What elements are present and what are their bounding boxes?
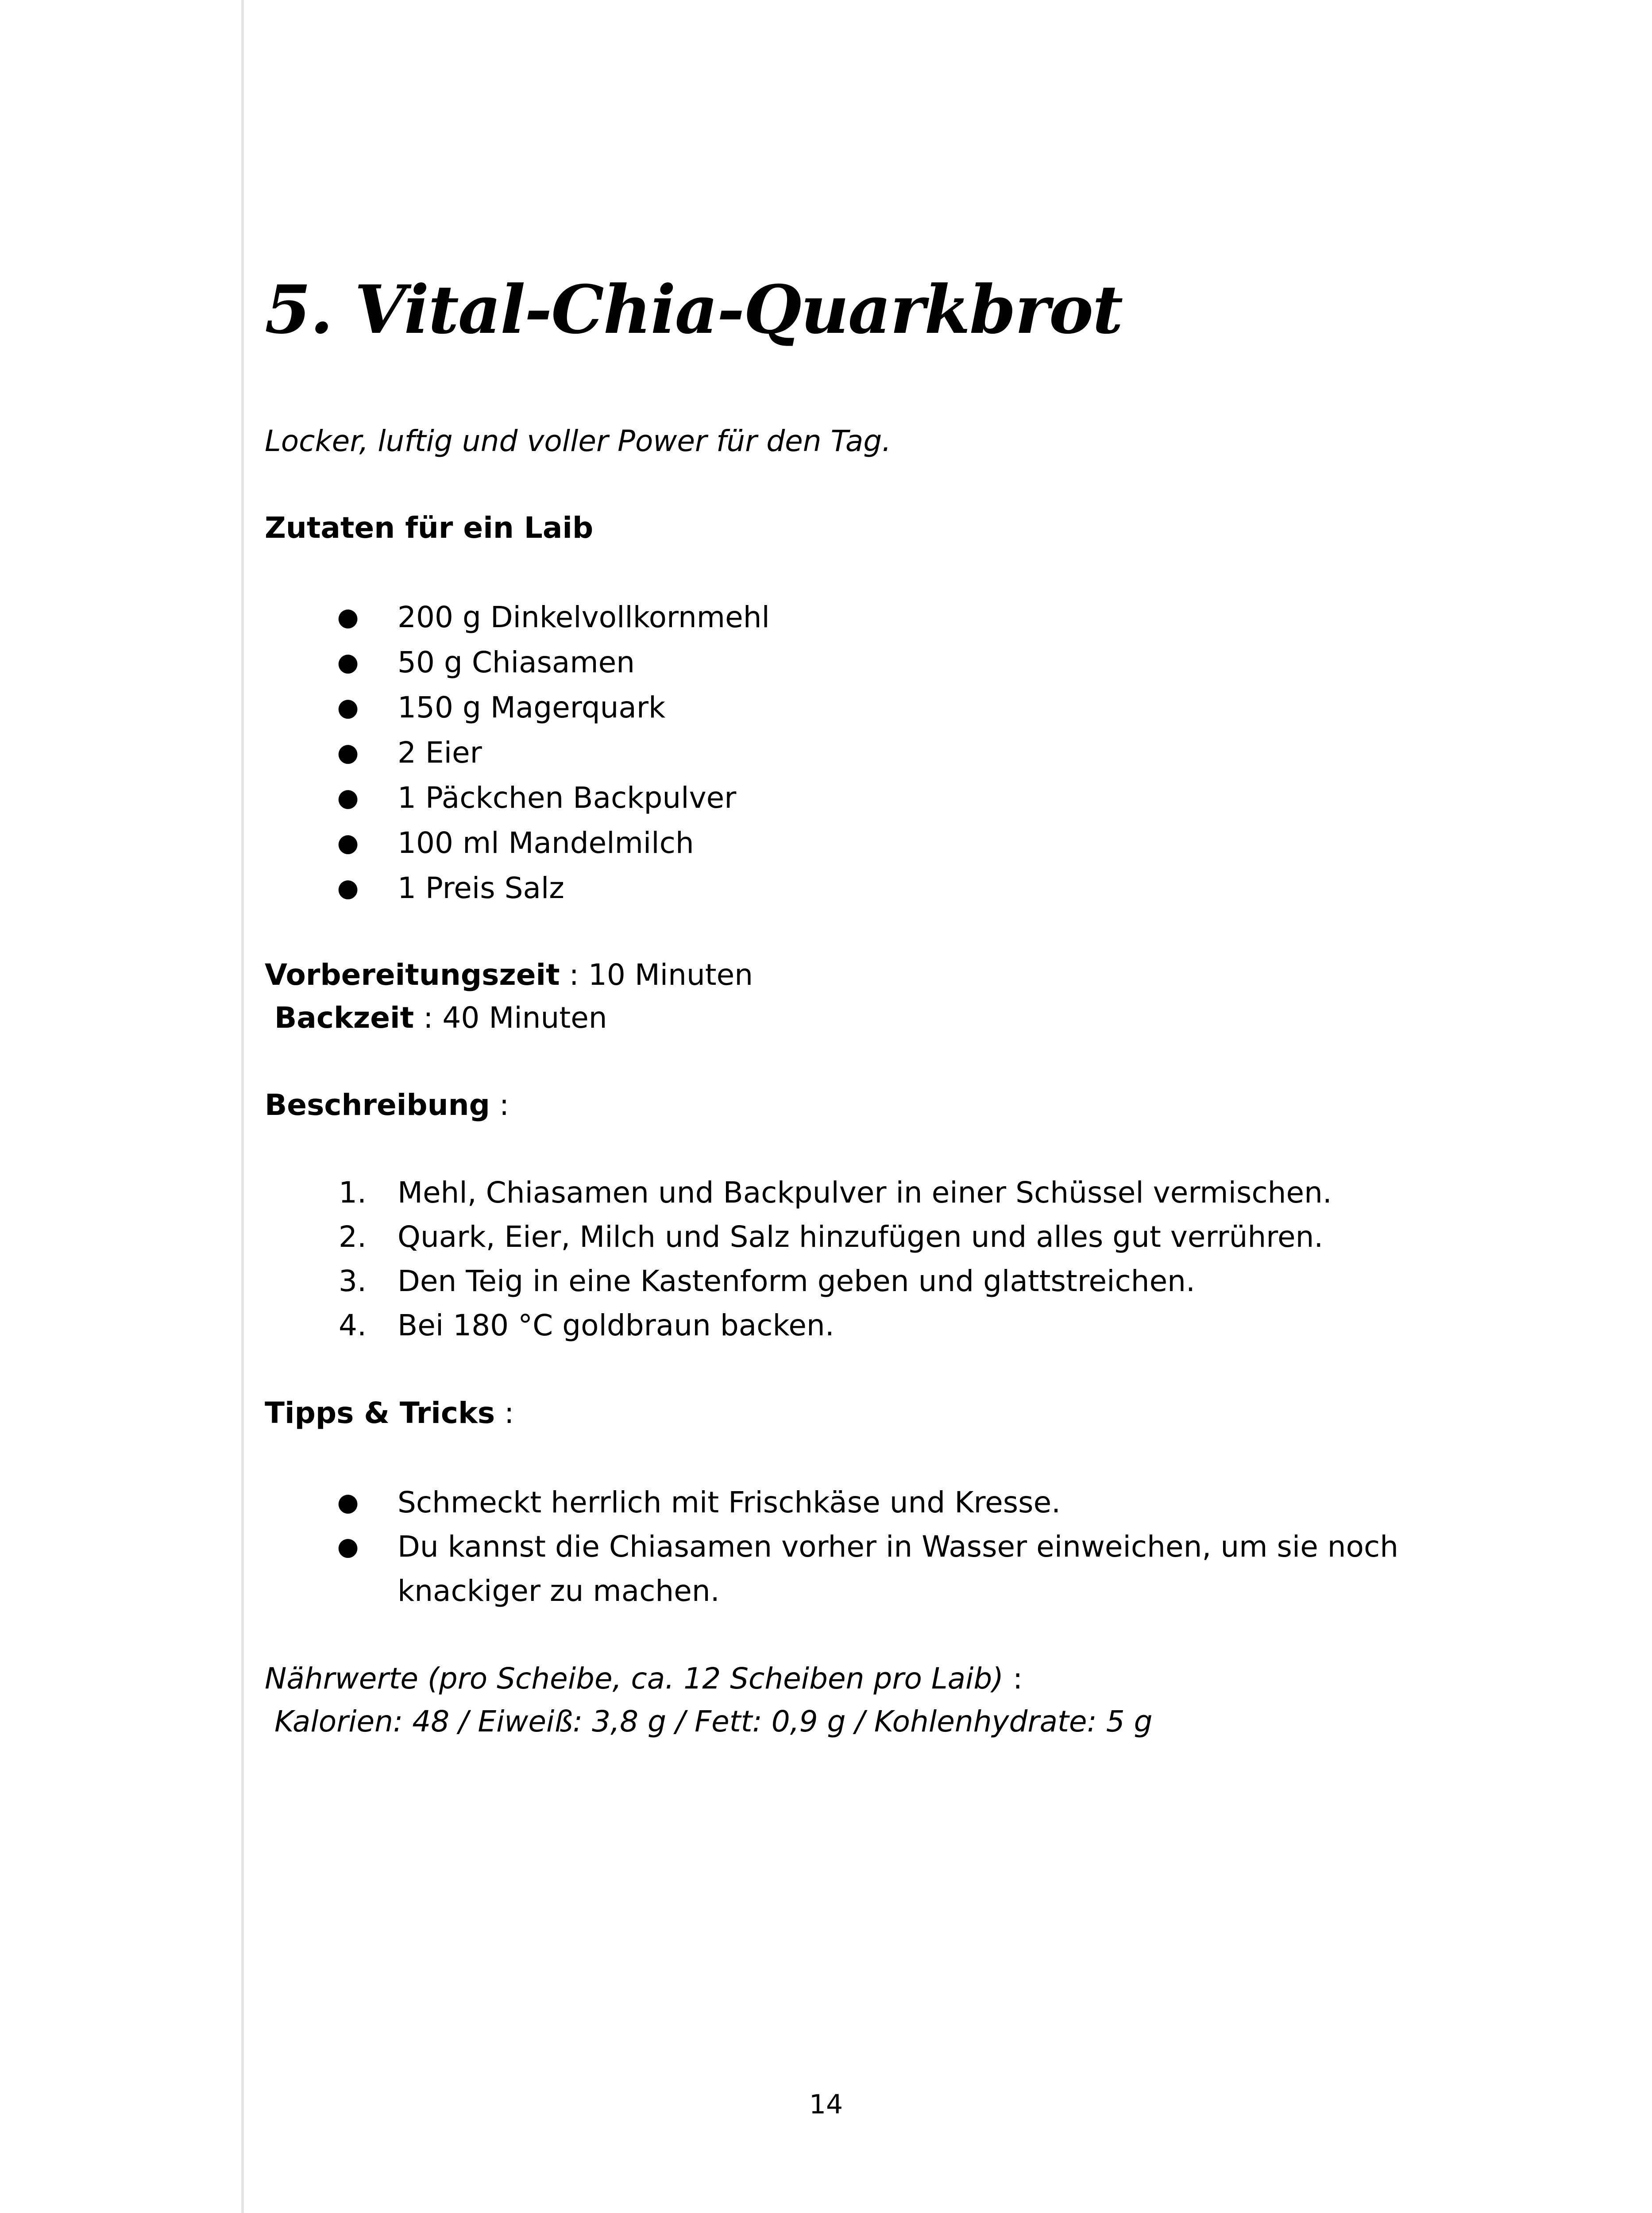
nutrition-heading — [265, 1659, 1023, 1699]
tip-text: Du kannst die Chiasamen vorher in Wasser einweichen, um sie noch — [398, 1530, 1399, 1564]
page-number: 14 — [809, 2089, 843, 2120]
ingredient-item — [265, 688, 1460, 728]
tips-heading — [265, 1393, 514, 1433]
prep-time — [265, 955, 753, 995]
page-margin-edge — [0, 0, 244, 2213]
prep-time-value: : 10 Minuten — [560, 958, 753, 992]
bullet-icon: ● — [337, 648, 359, 677]
prep-time-label: Vorbereitungszeit — [265, 958, 560, 992]
description-label: Beschreibung — [265, 1088, 490, 1122]
nutrition-values: Kalorien: 48 / Eiweiß: 3,8 g / Fett: 0,9 g / Kohlenhydrate: 5 g — [274, 1704, 1153, 1739]
step-text: Mehl, Chiasamen und Backpulver in einer Schüssel vermischen. — [398, 1176, 1332, 1210]
ingredient-item — [265, 868, 1460, 908]
step-number: 4. — [339, 1308, 367, 1342]
step-item — [265, 1217, 1460, 1257]
bake-time-value: : 40 Minuten — [414, 1001, 607, 1035]
step-item — [265, 1261, 1460, 1301]
step-number: 2. — [339, 1220, 367, 1254]
bullet-icon: ● — [337, 603, 359, 632]
step-number: 1. — [339, 1176, 367, 1210]
ingredient-text: 1 Päckchen Backpulver — [398, 781, 737, 815]
recipe-tagline: Locker, luftig und voller Power für den Tag. — [265, 424, 892, 458]
tip-item — [265, 1527, 1460, 1567]
ingredient-item — [265, 598, 1460, 637]
step-text: Bei 180 °C goldbraun backen. — [398, 1308, 834, 1342]
step-item — [265, 1306, 1460, 1346]
bullet-icon: ● — [337, 693, 359, 722]
bullet-icon: ● — [337, 1488, 359, 1517]
bullet-icon: ● — [337, 829, 359, 857]
ingredient-item — [265, 733, 1460, 773]
tip-text: Schmeckt herrlich mit Frischkäse und Kresse. — [398, 1485, 1061, 1519]
recipe-title: 5. Vital-Chia-Quarkbrot — [265, 271, 1123, 349]
ingredient-text: 50 g Chiasamen — [398, 645, 635, 679]
bullet-icon: ● — [337, 783, 359, 812]
tip-item-continued — [265, 1571, 1460, 1611]
bullet-icon: ● — [337, 1532, 359, 1561]
ingredient-item — [265, 823, 1460, 863]
bullet-icon: ● — [337, 874, 359, 902]
step-item — [265, 1173, 1460, 1213]
ingredient-text: 2 Eier — [398, 736, 482, 770]
bake-time-label: Backzeit — [274, 1001, 414, 1035]
ingredient-text: 200 g Dinkelvollkornmehl — [398, 600, 770, 634]
ingredient-text: 1 Preis Salz — [398, 871, 564, 905]
description-suffix: : — [490, 1088, 509, 1122]
ingredient-text: 150 g Magerquark — [398, 690, 666, 725]
description-heading — [265, 1085, 509, 1125]
tip-item — [265, 1483, 1460, 1523]
step-text: Den Teig in eine Kastenform geben und glattstreichen. — [398, 1264, 1195, 1298]
tips-suffix: : — [495, 1396, 514, 1430]
bullet-icon: ● — [337, 738, 359, 767]
nutrition-label: Nährwerte (pro Scheibe, ca. 12 Scheiben pro Laib) — [265, 1662, 1004, 1696]
bake-time — [274, 998, 607, 1038]
nutrition-suffix: : — [1004, 1662, 1023, 1696]
step-text: Quark, Eier, Milch und Salz hinzufügen und alles gut verrühren. — [398, 1220, 1324, 1254]
ingredient-item — [265, 643, 1460, 682]
ingredients-heading: Zutaten für ein Laib — [265, 511, 594, 545]
ingredient-item — [265, 778, 1460, 818]
ingredient-text: 100 ml Mandelmilch — [398, 826, 694, 860]
step-number: 3. — [339, 1264, 367, 1298]
tips-label: Tipps & Tricks — [265, 1396, 495, 1430]
tip-text: knackiger zu machen. — [398, 1574, 720, 1608]
